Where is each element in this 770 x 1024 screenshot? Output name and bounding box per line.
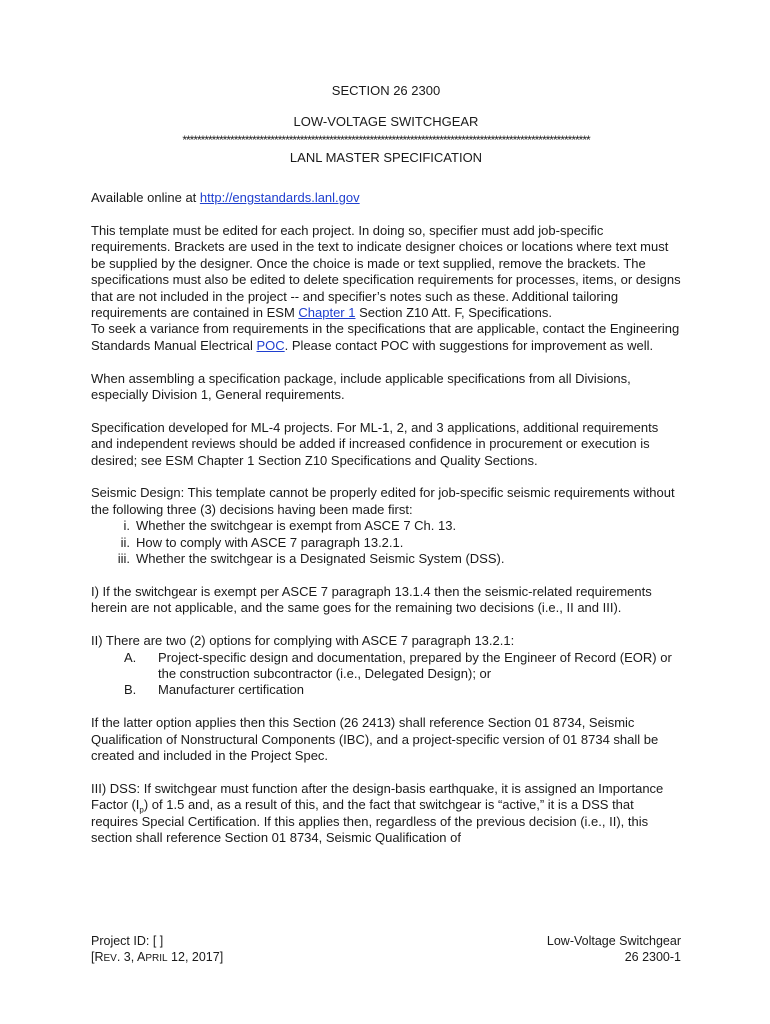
list-text: Whether the switchgear is exempt from ASCE 7 Ch. 13.	[136, 518, 457, 534]
p1b-text-a: To seek a variance from requirements in the specifications that are applicable, contact the Engineering Standards Manual Electrical	[91, 321, 680, 353]
rev-mid: . 3, A	[116, 950, 146, 964]
list-number: iii.	[117, 551, 130, 567]
list-letter: B.	[124, 682, 137, 698]
poc-link[interactable]: POC	[256, 337, 285, 353]
list-letter: A.	[124, 649, 137, 665]
list-text: How to comply with ASCE 7 paragraph 13.2.1.	[136, 534, 404, 550]
availability-prefix: Available online at	[91, 190, 200, 206]
revision-date	[91, 949, 223, 967]
list-number: i.	[123, 518, 130, 534]
list-item	[91, 650, 681, 683]
p8-text-b: ) of 1.5 and, as a result of this, and the fact that switchgear is “active,” it is a DSS that requires Special Certification. If this applies then, regardless of the previous decision (i.e., II), this section shall reference Section 01 8734, Seismic Qualification of	[91, 797, 649, 845]
decisions-list	[91, 518, 681, 567]
dss-paragraph	[91, 781, 681, 847]
variance-instructions	[91, 321, 681, 354]
page-number: 26 2300-1	[624, 950, 681, 964]
options-list	[91, 650, 681, 699]
footer-right	[547, 933, 681, 965]
asterisk-divider: ***************************************************************************************************************	[182, 133, 590, 147]
project-id: Project ID: [ ]	[91, 934, 164, 948]
list-item	[91, 518, 681, 534]
footer-doc-title: Low-Voltage Switchgear	[546, 934, 681, 948]
footer-left	[91, 933, 223, 967]
list-item	[91, 551, 681, 567]
section-title: LOW-VOLTAGE SWITCHGEAR	[293, 114, 479, 130]
master-spec-heading: LANL MASTER SPECIFICATION	[289, 149, 483, 165]
engstandards-link[interactable]: http://engstandards.lanl.gov	[199, 190, 360, 206]
p1-text-a: This template must be edited for each project. In doing so, specifier must add job-specific requirements. Brackets are used in the text to indicate designer choices or locations where text must be supplied by the designer. Once the choice is made or text supplied, remove the brackets. The specifications must also be edited to delete specification requirements for processes, items, or designs that are not included in the project -- and specifier’s notes such as these. Additional tailoring requirements are contained in ESM	[91, 223, 681, 321]
document-body	[91, 83, 681, 846]
section-number: SECTION 26 2300	[331, 83, 441, 98]
seismic-design-paragraph: Seismic Design: This template cannot be properly edited for job-specific seismic requirements without the following three (3) decisions having been made first:	[91, 485, 675, 517]
list-text: Manufacturer certification	[158, 682, 304, 698]
list-text: Project-specific design and documentation, prepared by the Engineer of Record (EOR) or the construction subcontractor (i.e., Delegated Design); or	[158, 649, 672, 681]
options-paragraph: II) There are two (2) options for complying with ASCE 7 paragraph 13.2.1:	[91, 633, 515, 649]
latter-option-paragraph: If the latter option applies then this Section (26 2413) shall reference Section 01 8734, Seismic Qualification of Nonstructural Components (IBC), and a project-specific version of 01 8734 shall be created and included in the Project Spec.	[91, 715, 659, 763]
rev-pril: PRIL	[145, 953, 168, 964]
chapter-1-link[interactable]: Chapter 1	[298, 305, 356, 321]
p8-text-a: III) DSS: If switchgear must function after the design-basis earthquake, it is assigned an Importance Factor (I	[91, 780, 664, 813]
list-number: ii.	[120, 534, 130, 550]
list-item	[91, 682, 681, 698]
p1-text-b: Section Z10 Att. F, Specifications.	[355, 305, 553, 321]
list-text: Whether the switchgear is a Designated Seismic System (DSS).	[136, 551, 505, 567]
list-item	[91, 535, 681, 551]
rev-date: 12, 2017]	[167, 950, 224, 964]
assembly-paragraph: When assembling a specification package, include applicable specifications from all Divisions, especially Division 1, General requirements.	[91, 370, 631, 403]
availability-line	[91, 190, 681, 206]
p1b-text-b: . Please contact POC with suggestions for improvement as well.	[284, 337, 654, 353]
rev-open: [R	[91, 950, 104, 964]
importance-subscript: p	[139, 805, 144, 815]
rev-ev: EV	[103, 953, 117, 964]
template-instructions	[91, 223, 681, 321]
ml4-paragraph: Specification developed for ML-4 projects. For ML-1, 2, and 3 applications, additional requirements and independent reviews should be added if increased confidence in procurement or execution is desired; see ESM Chapter 1 Section Z10 Specifications and Quality Sections.	[91, 419, 659, 468]
exempt-paragraph: I) If the switchgear is exempt per ASCE 7 paragraph 13.1.4 then the seismic-related requirements herein are not applicable, and the same goes for the remaining two decisions (i.e., II and III).	[91, 583, 652, 616]
